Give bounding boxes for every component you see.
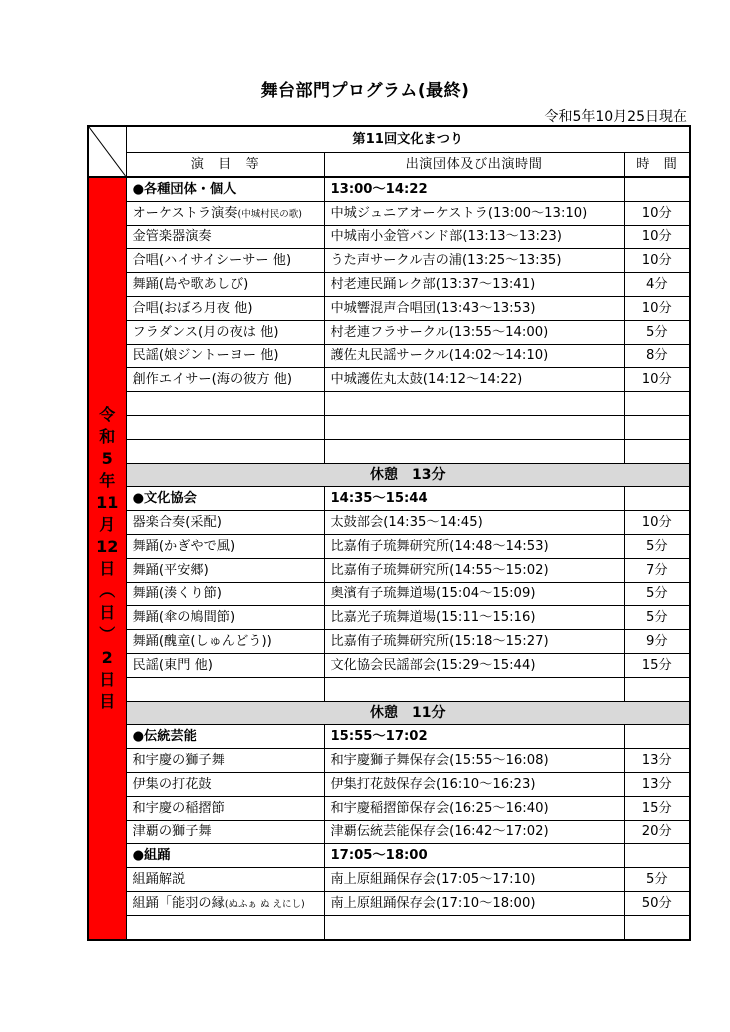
program-row — [88, 344, 690, 368]
duration: 13分 — [624, 772, 690, 796]
program-row — [88, 891, 690, 915]
duration — [624, 844, 690, 868]
duration — [624, 487, 690, 511]
program-text: ●組踊 — [132, 848, 171, 864]
date-char: 日 — [99, 559, 116, 579]
program-text: 民謡(東門 他) — [132, 657, 213, 673]
program-text: 金管楽器演奏 — [132, 229, 212, 245]
performer-group: 村老連民踊レク部(13:37～13:41) — [324, 273, 624, 297]
date-char: 和 — [99, 426, 116, 446]
program-text: 組踊「能羽の縁 — [132, 895, 225, 911]
blank-row — [88, 677, 690, 701]
performer-group: 和宇慶稲摺節保存会(16:25～16:40) — [324, 796, 624, 820]
page-title: 舞台部門プログラム(最終) — [260, 81, 470, 101]
program-text: オーケストラ演奏 — [132, 205, 238, 221]
performer-group: 比嘉侑子琉舞研究所(14:55～15:02) — [324, 558, 624, 582]
program-text: 組踊解説 — [132, 871, 186, 887]
program-row — [88, 749, 690, 773]
duration: 8分 — [624, 344, 690, 368]
empty-cell — [126, 677, 324, 701]
program-row — [88, 868, 690, 892]
diagonal-line — [89, 127, 126, 176]
performer-group: 和宇慶獅子舞保存会(15:55～16:08) — [324, 749, 624, 773]
date-char: ︵ — [99, 581, 116, 601]
program-name — [126, 606, 324, 630]
blank-row — [88, 415, 690, 439]
program-name — [126, 558, 324, 582]
duration: 13分 — [624, 749, 690, 773]
program-name — [126, 225, 324, 249]
program-row — [88, 653, 690, 677]
program-text: ●伝統芸能 — [132, 729, 197, 745]
date-char: 日 — [99, 669, 116, 689]
section-title — [126, 844, 324, 868]
duration: 5分 — [624, 582, 690, 606]
program-row — [88, 273, 690, 297]
program-row — [88, 320, 690, 344]
performer-group: 中城南小金管バンド部(13:13～13:23) — [324, 225, 624, 249]
duration: 5分 — [624, 534, 690, 558]
performer-group: 津覇伝統芸能保存会(16:42～17:02) — [324, 820, 624, 844]
program-text: 津覇の獅子舞 — [132, 824, 212, 840]
program-row — [88, 534, 690, 558]
section-row — [88, 487, 690, 511]
program-text: 和宇慶の稲摺節 — [132, 800, 225, 816]
performer-group: 中城響混声合唱団(13:43～13:53) — [324, 296, 624, 320]
program-name — [126, 511, 324, 535]
duration: 5分 — [624, 320, 690, 344]
program-name — [126, 796, 324, 820]
performer-group: 村老連フラサークル(13:55～14:00) — [324, 320, 624, 344]
program-name — [126, 653, 324, 677]
duration: 10分 — [624, 201, 690, 225]
duration: 10分 — [624, 225, 690, 249]
program-note: (ぬふぁ ぬ えにし) — [224, 898, 305, 910]
blank-row — [88, 392, 690, 416]
program-name — [126, 891, 324, 915]
program-row — [88, 582, 690, 606]
empty-cell — [324, 439, 624, 463]
date-char: 令 — [99, 404, 116, 424]
section-row — [88, 725, 690, 749]
program-name — [126, 820, 324, 844]
performer-group: 中城護佐丸太鼓(14:12～14:22) — [324, 368, 624, 392]
date-char: 5 — [101, 448, 113, 468]
program-name — [126, 630, 324, 654]
program-text: ●各種団体・個人 — [132, 181, 237, 197]
duration: 10分 — [624, 368, 690, 392]
section-row — [88, 177, 690, 201]
performer-group: 比嘉侑子琉舞研究所(14:48～14:53) — [324, 534, 624, 558]
program-name — [126, 368, 324, 392]
program-row — [88, 249, 690, 273]
section-title — [126, 177, 324, 201]
program-row — [88, 558, 690, 582]
performer-group: うた声サークル吉の浦(13:25～13:35) — [324, 249, 624, 273]
section-row — [88, 844, 690, 868]
empty-cell — [324, 415, 624, 439]
performer-group: 中城ジュニアオーケストラ(13:00～13:10) — [324, 201, 624, 225]
performer-group: 南上原組踊保存会(17:05～17:10) — [324, 868, 624, 892]
program-row — [88, 820, 690, 844]
empty-cell — [624, 677, 690, 701]
program-row — [88, 772, 690, 796]
empty-cell — [126, 915, 324, 939]
program-row — [88, 511, 690, 535]
empty-cell — [624, 392, 690, 416]
section-title — [126, 725, 324, 749]
empty-cell — [126, 415, 324, 439]
program-text: 舞踊(湊くり節) — [132, 586, 222, 602]
performer-group: 太鼓部会(14:35～14:45) — [324, 511, 624, 535]
duration: 20分 — [624, 820, 690, 844]
duration: 5分 — [624, 606, 690, 630]
program-name — [126, 273, 324, 297]
program-text: 民謡(娘ジントーヨー 他) — [132, 348, 279, 364]
program-name — [126, 582, 324, 606]
section-time-range: 15:55～17:02 — [324, 725, 624, 749]
empty-cell — [624, 415, 690, 439]
performer-group: 比嘉光子琉舞道場(15:11～15:16) — [324, 606, 624, 630]
program-row — [88, 606, 690, 630]
performer-group: 奥濱有子琉舞道場(15:04～15:09) — [324, 582, 624, 606]
empty-cell — [624, 915, 690, 939]
blank-row — [88, 915, 690, 939]
date-char: 月 — [99, 515, 116, 535]
date-char: 2 — [101, 647, 113, 667]
program-table — [87, 125, 691, 941]
program-text: 伊集の打花鼓 — [132, 776, 212, 792]
section-time-range: 14:35～15:44 — [324, 487, 624, 511]
program-text: 舞踊(傘の鳩間節) — [132, 610, 236, 626]
date-char: 年 — [99, 470, 116, 490]
empty-cell — [324, 392, 624, 416]
date-char: ︶ — [99, 625, 116, 645]
program-text: ●文化協会 — [132, 491, 197, 507]
duration: 4分 — [624, 273, 690, 297]
event-name: 第11回文化まつり — [126, 126, 690, 153]
program-text: 舞踊(醜童(しゅんどう)) — [132, 633, 272, 649]
blank-row — [88, 439, 690, 463]
section-title — [126, 487, 324, 511]
duration: 15分 — [624, 653, 690, 677]
program-name — [126, 534, 324, 558]
program-text: 舞踊(島や歌あしび) — [132, 276, 249, 292]
program-name — [126, 320, 324, 344]
duration: 9分 — [624, 630, 690, 654]
program-name — [126, 868, 324, 892]
duration — [624, 725, 690, 749]
program-name — [126, 344, 324, 368]
duration: 50分 — [624, 891, 690, 915]
duration: 7分 — [624, 558, 690, 582]
duration — [624, 177, 690, 201]
program-text: 器楽合奏(采配) — [132, 514, 222, 530]
section-time-range: 17:05～18:00 — [324, 844, 624, 868]
empty-cell — [324, 677, 624, 701]
program-row — [88, 630, 690, 654]
program-row — [88, 368, 690, 392]
empty-cell — [624, 439, 690, 463]
performer-group: 護佐丸民謡サークル(14:02～14:10) — [324, 344, 624, 368]
performer-group: 比嘉侑子琉舞研究所(15:18～15:27) — [324, 630, 624, 654]
date-char: 11 — [96, 493, 119, 513]
program-text: フラダンス(月の夜は 他) — [132, 324, 279, 340]
break-label: 休憩 13分 — [126, 463, 690, 487]
header-group: 出演団体及び出演時間 — [324, 153, 624, 178]
performer-group: 文化協会民謡部会(15:29～15:44) — [324, 653, 624, 677]
date-char: 12 — [96, 537, 119, 557]
duration: 10分 — [624, 511, 690, 535]
program-name — [126, 249, 324, 273]
header-program: 演 目 等 — [126, 153, 324, 178]
program-name — [126, 296, 324, 320]
program-name — [126, 201, 324, 225]
program-name — [126, 772, 324, 796]
empty-cell — [126, 392, 324, 416]
duration: 5分 — [624, 868, 690, 892]
break-row — [88, 701, 690, 725]
program-row — [88, 201, 690, 225]
performer-group: 伊集打花鼓保存会(16:10～16:23) — [324, 772, 624, 796]
duration: 10分 — [624, 296, 690, 320]
program-text: 舞踊(平安郷) — [132, 562, 209, 578]
empty-cell — [126, 439, 324, 463]
program-text: 創作エイサー(海の彼方 他) — [132, 372, 293, 388]
program-text: 和宇慶の獅子舞 — [132, 752, 225, 768]
section-time-range: 13:00～14:22 — [324, 177, 624, 201]
as-of-date: 令和5年10月25日現在 — [544, 109, 687, 125]
date-vertical-label — [88, 177, 126, 940]
program-row — [88, 296, 690, 320]
empty-cell — [324, 915, 624, 939]
date-char: 目 — [99, 691, 116, 711]
duration: 10分 — [624, 249, 690, 273]
corner-diagonal-cell — [88, 126, 126, 177]
break-label: 休憩 11分 — [126, 701, 690, 725]
program-row — [88, 225, 690, 249]
duration: 15分 — [624, 796, 690, 820]
date-char: 日 — [99, 603, 116, 623]
header-duration: 時 間 — [624, 153, 690, 178]
program-row — [88, 796, 690, 820]
performer-group: 南上原組踊保存会(17:10～18:00) — [324, 891, 624, 915]
break-row — [88, 463, 690, 487]
program-text: 舞踊(かぎやで風) — [132, 538, 236, 554]
program-note: (中城村民の歌) — [237, 208, 302, 220]
program-name — [126, 749, 324, 773]
program-text: 合唱(おぼろ月夜 他) — [132, 300, 253, 316]
program-text: 合唱(ハイサイシーサー 他) — [132, 253, 292, 269]
